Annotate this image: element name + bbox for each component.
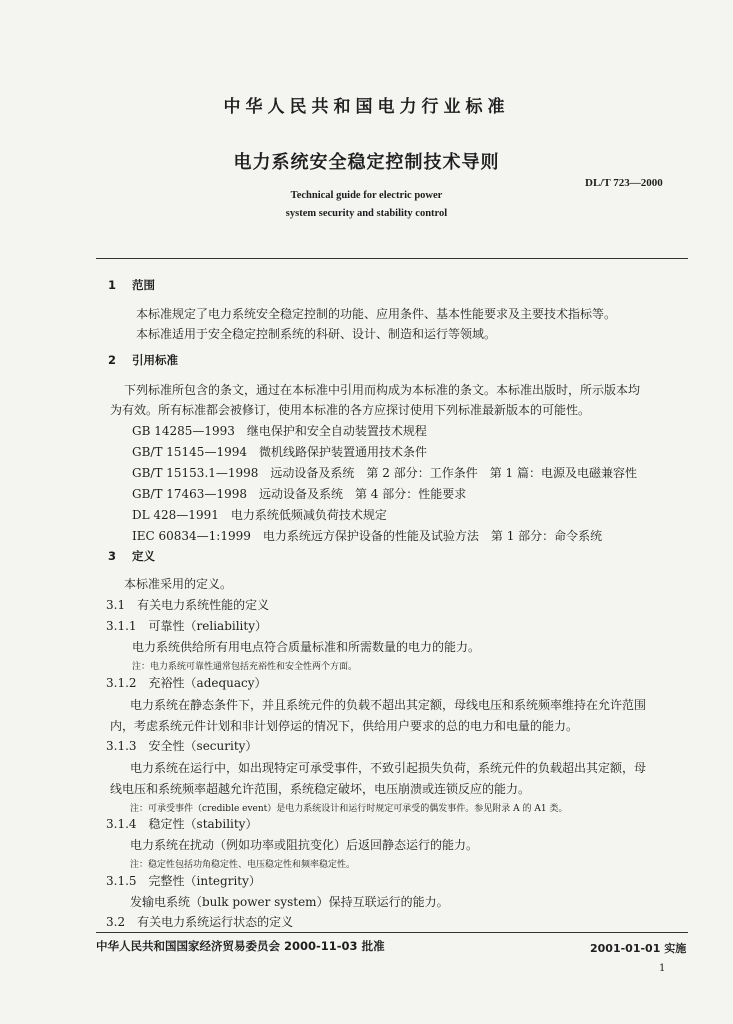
section-1-para-1: 本标准规定了电力系统安全稳定控制的功能、应用条件、基本性能要求及主要技术指标等。 xyxy=(136,307,617,321)
reference-item: GB/T 17463—1998 远动设备及系统 第 4 部分：性能要求 xyxy=(132,487,467,501)
section-3-title: 定义 xyxy=(132,549,155,563)
section-1-para-2: 本标准适用于安全稳定控制系统的科研、设计、制造和运行等领域。 xyxy=(136,327,497,341)
reference-item: GB/T 15153.1—1998 远动设备及系统 第 2 部分：工作条件 第 1 篇：电源及电磁兼容性 xyxy=(132,466,637,480)
clause-3-1-1-body: 电力系统供给所有用电点符合质量标准和所需数量的电力的能力。 xyxy=(132,640,481,654)
clause-3-1-3-note: 注：可承受事件（credible event）是电力系统设计和运行时规定可承受的偶发事件。参见附录 A 的 A1 类。 xyxy=(130,804,568,814)
clause-3-1-2-head: 3.1.2 充裕性（adequacy） xyxy=(106,676,267,690)
section-2-para-1b: 为有效。所有标准都会被修订，使用本标准的各方应探讨使用下列标准最新版本的可能性。 xyxy=(110,403,591,417)
doc-title: 电力系统安全稳定控制技术导则 xyxy=(233,152,500,173)
section-2-num: 2 xyxy=(108,353,117,367)
section-3-heading xyxy=(108,548,155,564)
footer-divider xyxy=(96,932,688,933)
section-3-num: 3 xyxy=(108,549,117,563)
reference-item: IEC 60834—1:1999 电力系统远方保护设备的性能及试验方法 第 1 部分：命令系统 xyxy=(132,529,603,543)
section-2-para-1a: 下列标准所包含的条文，通过在本标准中引用而构成为本标准的条文。本标准出版时，所示版本均 xyxy=(124,383,641,397)
clause-3-1-2-body-2: 内，考虑系统元件计划和非计划停运的情况下，供给用户要求的总的电力和电量的能力。 xyxy=(110,719,579,733)
clause-3-1-4-head: 3.1.4 稳定性（stability） xyxy=(106,817,258,831)
clause-3-1-2-body-1: 电力系统在静态条件下，并且系统元件的负载不超出其定额，母线电压和系统频率维持在允许范围 xyxy=(130,698,647,712)
page-number: 1 xyxy=(659,963,666,974)
section-1-heading xyxy=(108,277,155,293)
clause-3-1-3-body-1: 电力系统在运行中，如出现特定可承受事件，不致引起损失负荷，系统元件的负载超出其定额，母 xyxy=(130,761,647,775)
clause-3-1-3-body-2: 线电压和系统频率超越允许范围，系统稳定破坏，电压崩溃或连锁反应的能力。 xyxy=(110,782,531,796)
clause-3-1-4-note: 注：稳定性包括功角稳定性、电压稳定性和频率稳定性。 xyxy=(130,860,356,870)
section-2-heading xyxy=(108,352,178,368)
implementation-date: 2001-01-01 实施 xyxy=(590,942,687,955)
clause-3-1-1-head: 3.1.1 可靠性（reliability） xyxy=(106,619,267,633)
clause-3-1-3-head: 3.1.3 安全性（security） xyxy=(106,739,258,753)
header-divider xyxy=(96,258,688,259)
reference-item: DL 428—1991 电力系统低频减负荷技术规定 xyxy=(132,508,387,522)
section-1-title: 范围 xyxy=(132,278,155,292)
section-2-title: 引用标准 xyxy=(132,353,178,367)
clause-3-1-4-body: 电力系统在扰动（例如功率或阻抗变化）后返回静态运行的能力。 xyxy=(130,838,479,852)
org-header: 中华人民共和国电力行业标准 xyxy=(223,97,510,117)
clause-3-1-5-body: 发输电系统（bulk power system）保持互联运行的能力。 xyxy=(130,895,449,909)
doc-title-en-2: system security and stability control xyxy=(285,208,448,219)
section-3-intro: 本标准采用的定义。 xyxy=(124,577,233,591)
reference-item: GB 14285—1993 继电保护和安全自动装置技术规程 xyxy=(132,424,427,438)
clause-3-1-1-note: 注：电力系统可靠性通常包括充裕性和安全性两个方面。 xyxy=(132,662,358,672)
doc-title-en-1: Technical guide for electric power xyxy=(290,190,443,201)
subsection-3-1: 3.1 有关电力系统性能的定义 xyxy=(106,598,270,612)
doc-code: DL/T 723—2000 xyxy=(585,177,663,189)
reference-item: GB/T 15145—1994 微机线路保护装置通用技术条件 xyxy=(132,445,427,459)
clause-3-1-5-head: 3.1.5 完整性（integrity） xyxy=(106,874,261,888)
approval-line: 中华人民共和国国家经济贸易委员会 2000-11-03 批准 xyxy=(96,939,385,953)
subsection-3-2: 3.2 有关电力系统运行状态的定义 xyxy=(106,915,294,929)
section-1-num: 1 xyxy=(108,278,117,292)
